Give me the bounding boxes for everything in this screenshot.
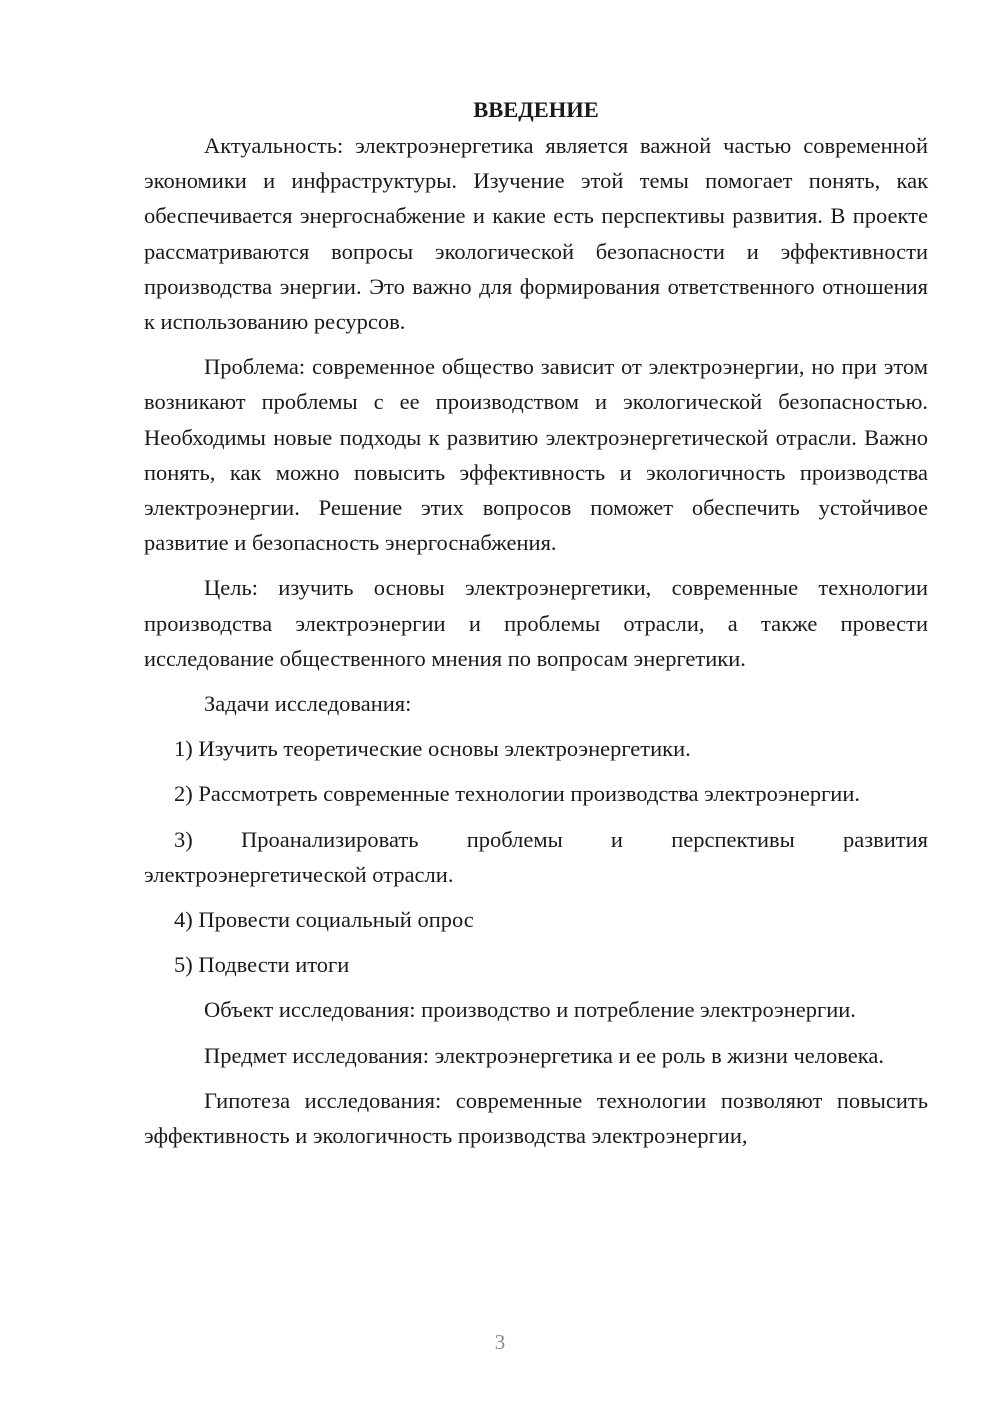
paragraph-object: Объект исследования: производство и потребление электроэнергии. [204,997,856,1023]
task-item-4: 4) Провести социальный опрос [174,907,474,933]
page-number: 3 [494,1330,506,1354]
task-item-1: 1) Изучить теоретические основы электроэнергетики. [174,736,691,762]
paragraph-relevance: Актуальность: электроэнергетика является важной частью современной экономики и инфраструктуры. Изучение этой темы помогает понять, как обеспечивается энергоснабжение и какие есть перспективы развития. В проекте рассматриваются вопросы экологической безопасности и эффективности производства энергии. Это важно для формирования ответственного отношения к использованию ресурсов. [144,133,928,335]
task-item-3: 3) Проанализировать проблемы и перспективы развития электроэнергетической отрасли. [144,826,928,887]
task-item-5: 5) Подвести итоги [174,952,350,978]
paragraph-tasks-heading: Задачи исследования: [204,691,412,717]
page-title: ВВЕДЕНИЕ [473,97,599,122]
paragraph-goal: Цель: изучить основы электроэнергетики, современные технологии производства электроэнергии и проблемы отрасли, а также провести исследование общественного мнения по вопросам энергетики. [144,575,928,671]
task-item-2: 2) Рассмотреть современные технологии производства электроэнергии. [174,781,861,807]
paragraph-problem: Проблема: современное общество зависит от электроэнергии, но при этом возникают проблемы с ее производством и экологической безопасностью. Необходимы новые подходы к развитию электроэнергетической отрасли. Важно понять, как можно повысить эффективность и экологичность производства электроэнергии. Решение этих вопросов поможет обеспечить устойчивое развитие и безопасность энергоснабжения. [144,354,928,556]
document-body [144,92,928,1163]
paragraph-hypothesis: Гипотеза исследования: современные технологии позволяют повысить эффективность и экологичность производства электроэнергии, [144,1087,928,1149]
paragraph-subject: Предмет исследования: электроэнергетика и ее роль в жизни человека. [204,1042,884,1068]
